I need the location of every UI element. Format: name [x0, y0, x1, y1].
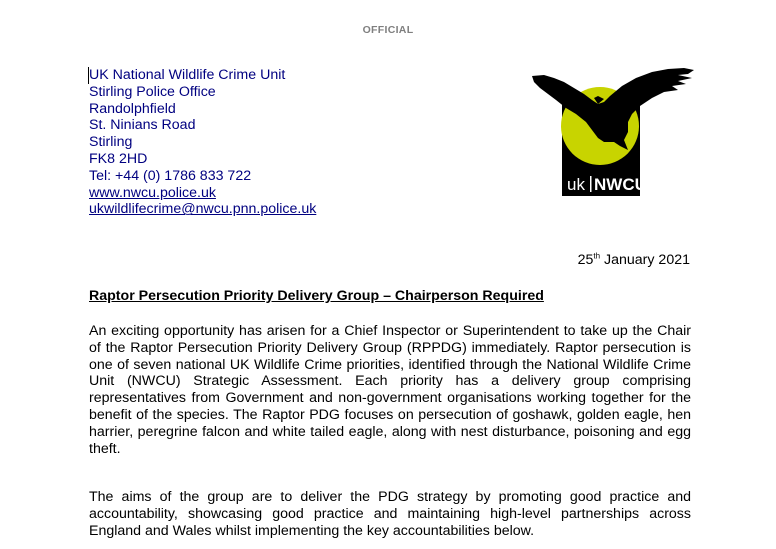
- date-month-year: January 2021: [600, 252, 690, 268]
- address-line-street: St. Ninians Road: [89, 117, 196, 134]
- logo-divider: [590, 176, 592, 192]
- letter-heading: Raptor Persecution Priority Delivery Group – Chairperson Required: [89, 288, 544, 304]
- nwcu-logo: [528, 66, 698, 196]
- address-line-town: Stirling: [89, 134, 133, 151]
- date-suffix: th: [593, 251, 601, 261]
- address-line-phone: Tel: +44 (0) 1786 833 722: [89, 167, 252, 184]
- address-line-building: Randolphfield: [89, 100, 176, 117]
- body-paragraph: The aims of the group are to deliver the PDG strategy by promoting good practice and accountability, showcasing good practice and maintaining high-level partnerships across England and Wales whilst implementing the key accountabilities below.: [89, 489, 691, 539]
- sender-address: [89, 67, 316, 218]
- address-line-office: Stirling Police Office: [89, 83, 216, 100]
- address-line-postcode: FK8 2HD: [89, 150, 148, 167]
- body-paragraph: An exciting opportunity has arisen for a Chief Inspector or Superintendent to take up the Chair of the Raptor Persecution Priority Delivery Group (RPPDG) immediately. Raptor persecution is one of seven national UK Wildlife Crime priorities, identified through the National Wildlife Crime Unit (NWCU) Strategic Assessment. Each priority has a delivery group comprising representatives from Government and non-government organisations working together for the benefit of the species. The Raptor PDG focuses on persecution of goshawk, golden eagle, hen harrier, peregrine falcon and white tailed eagle, along with nest disturbance, poisoning and egg theft.: [89, 323, 691, 457]
- email-link[interactable]: ukwildlifecrime@nwcu.pnn.police.uk: [89, 201, 317, 218]
- logo-text-nwcu: NWCU: [594, 175, 647, 194]
- classification-marking: OFFICIAL: [362, 24, 414, 36]
- website-link[interactable]: www.nwcu.police.uk: [89, 184, 216, 201]
- date-day: 25: [577, 252, 594, 268]
- address-line-org: UK National Wildlife Crime Unit: [88, 67, 316, 84]
- letter-date: [578, 252, 690, 268]
- bird-icon: [532, 68, 694, 150]
- logo-text-uk: uk: [567, 175, 585, 194]
